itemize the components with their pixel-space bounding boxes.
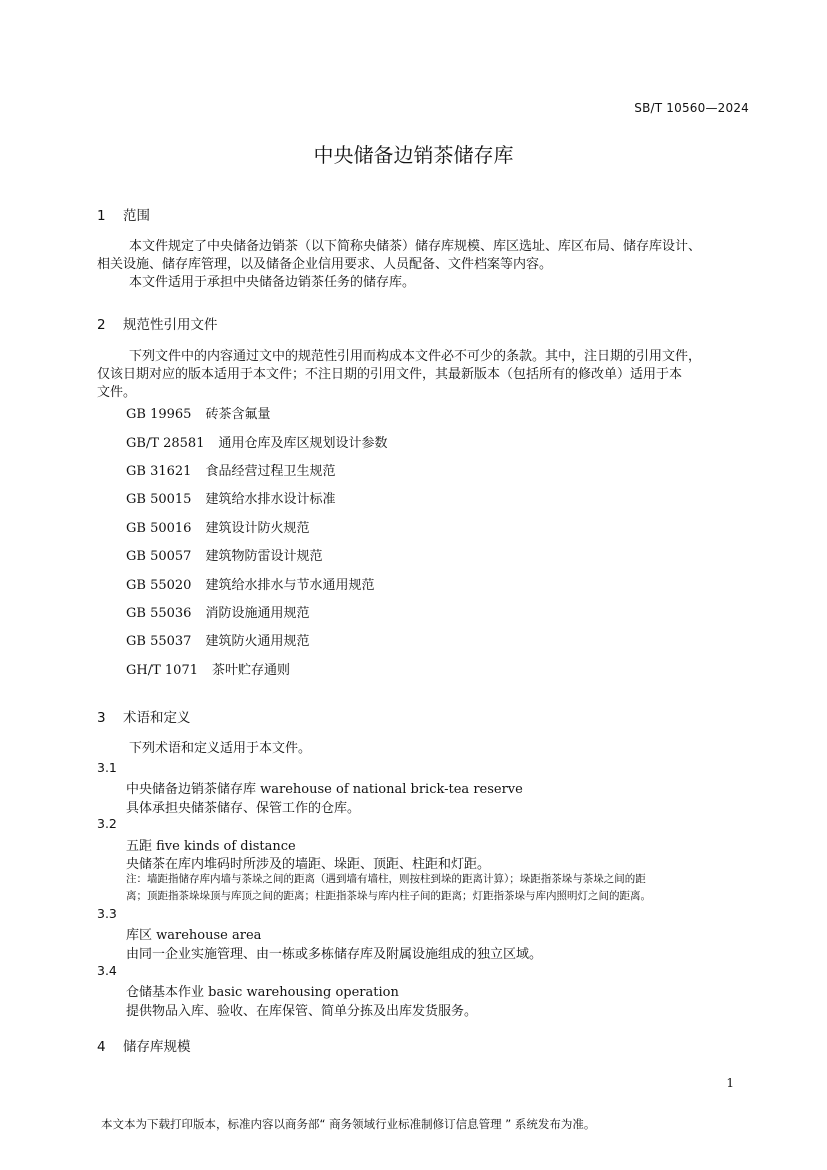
reference-name: 建筑给水排水与节水通用规范 bbox=[205, 578, 375, 593]
reference-name: 食品经营过程卫生规范 bbox=[205, 464, 336, 479]
term-number: 3.1 bbox=[97, 760, 117, 775]
reference-code: GB 50057 bbox=[126, 549, 192, 564]
reference-name: 建筑防火通用规范 bbox=[205, 634, 310, 649]
section-number: 3 bbox=[97, 710, 106, 726]
term-name: 仓储基本作业 basic warehousing operation bbox=[126, 985, 399, 1000]
page-number: 1 bbox=[726, 1076, 734, 1090]
reference-name: 消防设施通用规范 bbox=[205, 606, 310, 621]
reference-item bbox=[126, 403, 270, 422]
reference-name: 砖茶含氟量 bbox=[205, 407, 271, 422]
paragraph-line: 文件。 bbox=[97, 385, 137, 400]
reference-name: 建筑给水排水设计标准 bbox=[205, 492, 336, 507]
term-number: 3.2 bbox=[97, 816, 117, 831]
term-name: 库区 warehouse area bbox=[126, 928, 262, 943]
standard-number: SB/T 10560—2024 bbox=[634, 101, 749, 115]
note-line: 离；顶距指茶垛垛顶与库顶之间的距离；柱距指茶垛与库内柱子间的距离；灯距指茶垛与库内照明灯之间的距离。 bbox=[126, 890, 651, 902]
note-line: 注：墙距指储存库内墙与茶垛之间的距离（遇到墙有墙柱，则按柱到垛的距离计算）；垛距指茶垛与茶垛之间的距 bbox=[126, 873, 646, 885]
reference-item bbox=[126, 602, 309, 621]
section-1-paragraph bbox=[97, 238, 751, 292]
term-name: 五距 five kinds of distance bbox=[126, 839, 296, 854]
section-title: 储存库规模 bbox=[123, 1039, 191, 1055]
term-note bbox=[126, 871, 750, 905]
reference-code: GB 50015 bbox=[126, 492, 192, 507]
reference-code: GB 55036 bbox=[126, 606, 192, 621]
section-4-heading bbox=[97, 1035, 191, 1055]
reference-item bbox=[126, 517, 309, 536]
reference-name: 通用仓库及库区规划设计参数 bbox=[218, 436, 388, 451]
term-definition: 由同一企业实施管理、由一栋或多栋储存库及附属设施组成的独立区域。 bbox=[126, 947, 543, 962]
section-3-intro: 下列术语和定义适用于本文件。 bbox=[129, 741, 312, 756]
term-definition: 提供物品入库、验收、在库保管、简单分拣及出库发货服务。 bbox=[126, 1004, 478, 1019]
reference-code: GB 55020 bbox=[126, 578, 192, 593]
paragraph-line: 相关设施、储存库管理，以及储备企业信用要求、人员配备、文件档案等内容。 bbox=[97, 257, 553, 272]
paragraph-line: 下列文件中的内容通过文中的规范性引用而构成本文件必不可少的条款。其中，注日期的引用文件， bbox=[129, 349, 702, 364]
paragraph-line: 本文件适用于承担中央储备边销茶任务的储存库。 bbox=[129, 275, 416, 290]
section-number: 2 bbox=[97, 317, 106, 333]
section-2-intro bbox=[97, 348, 751, 402]
section-number: 4 bbox=[97, 1039, 106, 1055]
reference-item bbox=[126, 574, 374, 593]
reference-code: GB/T 28581 bbox=[126, 436, 205, 451]
reference-name: 建筑设计防火规范 bbox=[205, 521, 310, 536]
section-title: 范围 bbox=[123, 208, 150, 224]
reference-item bbox=[126, 545, 322, 564]
reference-name: 茶叶贮存通则 bbox=[212, 663, 291, 678]
reference-item bbox=[126, 488, 335, 507]
section-3-heading bbox=[97, 706, 191, 726]
section-title: 规范性引用文件 bbox=[123, 317, 218, 333]
reference-item bbox=[126, 630, 309, 649]
download-notice-footer: 本文本为下载打印版本，标准内容以商务部“ 商务领域行业标准制修订信息管理 ” 系统发布为准。 bbox=[101, 1117, 596, 1131]
reference-code: GB 55037 bbox=[126, 634, 192, 649]
reference-item bbox=[126, 432, 388, 451]
paragraph-line: 仅该日期对应的版本适用于本文件；不注日期的引用文件，其最新版本（包括所有的修改单）适用于本 bbox=[97, 367, 683, 382]
term-number: 3.3 bbox=[97, 906, 117, 921]
reference-code: GH/T 1071 bbox=[126, 663, 198, 678]
reference-item bbox=[126, 659, 290, 678]
term-definition: 具体承担央储茶储存、保管工作的仓库。 bbox=[126, 801, 361, 816]
reference-code: GB 19965 bbox=[126, 407, 192, 422]
reference-code: GB 50016 bbox=[126, 521, 192, 536]
reference-name: 建筑物防雷设计规范 bbox=[205, 549, 323, 564]
section-title: 术语和定义 bbox=[123, 710, 191, 726]
term-name: 中央储备边销茶储存库 warehouse of national brick-tea reserve bbox=[126, 782, 523, 797]
reference-item bbox=[126, 460, 335, 479]
section-1-heading bbox=[97, 204, 150, 224]
document-title: 中央储备边销茶储存库 bbox=[313, 143, 514, 167]
section-2-heading bbox=[97, 313, 218, 333]
reference-code: GB 31621 bbox=[126, 464, 192, 479]
section-number: 1 bbox=[97, 208, 106, 224]
paragraph-line: 本文件规定了中央储备边销茶（以下简称央储茶）储存库规模、库区选址、库区布局、储存库设计、 bbox=[129, 239, 702, 254]
term-number: 3.4 bbox=[97, 963, 117, 978]
term-definition: 央储茶在库内堆码时所涉及的墙距、垛距、顶距、柱距和灯距。 bbox=[126, 857, 491, 872]
